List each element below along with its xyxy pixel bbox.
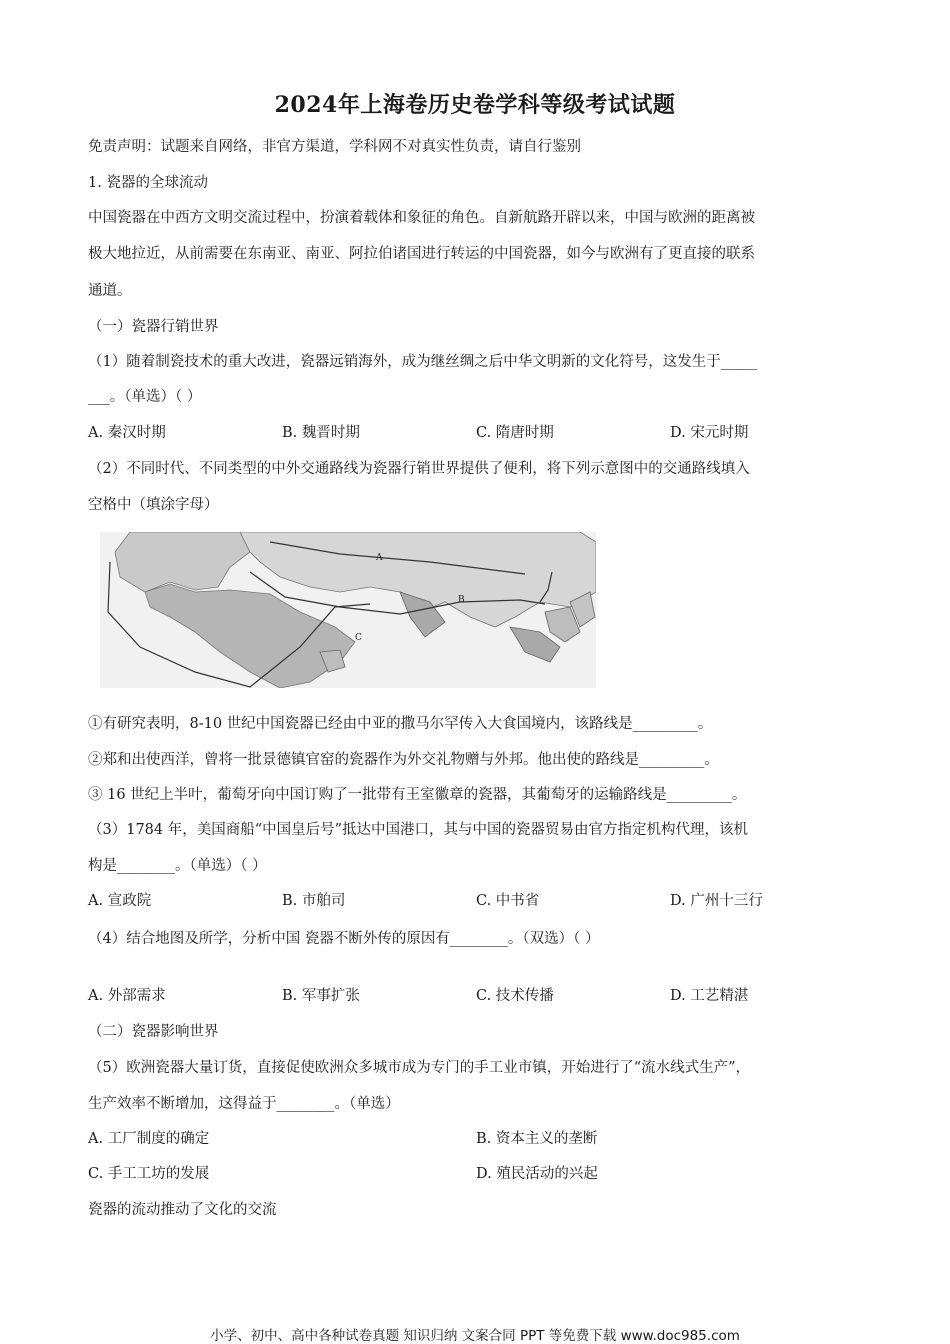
option-b: B. 军事扩张 xyxy=(282,988,360,1004)
subquestion-line: （3）1784 年，美国商船“中国皇后号”抵达中国港口，其与中国的瓷器贸易由官方指定机构代理，该机 xyxy=(88,822,749,838)
option-c: C. 技术传播 xyxy=(476,988,554,1004)
section-heading: （一）瓷器行销世界 xyxy=(88,319,219,335)
closing-line: 瓷器的流动推动了文化的交流 xyxy=(88,1202,277,1218)
option-a: A. 秦汉时期 xyxy=(88,425,166,441)
option-a: A. 宣政院 xyxy=(88,893,152,909)
fill-blank-line: ①有研究表明，8-10 世纪中国瓷器已经由中亚的撒马尔罕传入大食国境内，该路线是_________。 xyxy=(88,716,713,732)
option-d: D. 宋元时期 xyxy=(670,425,749,441)
option-d: D. 工艺精湛 xyxy=(670,988,749,1004)
subquestion-line: （2）不同时代、不同类型的中外交通路线为瓷器行销世界提供了便利，将下列示意图中的交通路线填入 xyxy=(88,461,750,477)
question-heading: 1. 瓷器的全球流动 xyxy=(88,175,208,191)
intro-line: 极大地拉近，从前需要在东南亚、南亚、阿拉伯诸国进行转运的中国瓷器，如今与欧洲有了更直接的联系 xyxy=(88,246,755,262)
page-footer: 小学、初中、高中各种试卷真题 知识归纳 文案合同 PPT 等免费下载 www.doc985.com xyxy=(210,1328,740,1344)
trade-route-map xyxy=(100,532,596,688)
section-heading: （二）瓷器影响世界 xyxy=(88,1024,219,1040)
subquestion-line: （4）结合地图及所学，分析中国 瓷器不断外传的原因有________。（双选）（ ） xyxy=(88,931,600,947)
option-b: B. 市舶司 xyxy=(282,893,346,909)
page-title: 2024年上海卷历史卷学科等级考试试题 xyxy=(274,92,676,118)
subquestion-line: （1）随着制瓷技术的重大改进，瓷器远销海外，成为继丝绸之后中华文明新的文化符号，这发生于_____ xyxy=(88,354,757,370)
subquestion-line: 构是________。（单选）（ ） xyxy=(88,858,267,874)
option-b: B. 资本主义的垄断 xyxy=(476,1131,598,1147)
subquestion-line: 生产效率不断增加，这得益于________。（单选） xyxy=(88,1096,400,1112)
option-d: D. 殖民活动的兴起 xyxy=(476,1166,598,1182)
fill-blank-line: ②郑和出使西洋，曾将一批景德镇官窑的瓷器作为外交礼物赠与外邦。他出使的路线是_________。 xyxy=(88,752,719,768)
option-c: C. 手工工坊的发展 xyxy=(88,1166,210,1182)
option-d: D. 广州十三行 xyxy=(670,893,763,909)
intro-line: 通道。 xyxy=(88,283,132,299)
option-a: A. 外部需求 xyxy=(88,988,166,1004)
map-label-c: C xyxy=(355,633,362,643)
option-c: C. 中书省 xyxy=(476,893,540,909)
option-b: B. 魏晋时期 xyxy=(282,425,360,441)
map-label-a: A xyxy=(376,553,383,563)
option-a: A. 工厂制度的确定 xyxy=(88,1131,210,1147)
fill-blank-line: ③ 16 世纪上半叶，葡萄牙向中国订购了一批带有王室徽章的瓷器，其葡萄牙的运输路线是_________。 xyxy=(88,787,747,803)
subquestion-line: （5）欧洲瓷器大量订货，直接促使欧洲众多城市成为专门的手工业市镇，开始进行了“流水线式生产”， xyxy=(88,1060,751,1076)
disclaimer: 免责声明：试题来自网络，非官方渠道，学科网不对真实性负责，请自行鉴别 xyxy=(88,139,581,155)
map-label-b: B xyxy=(458,595,465,605)
intro-line: 中国瓷器在中西方文明交流过程中，扮演着载体和象征的角色。自新航路开辟以来，中国与欧洲的距离被 xyxy=(88,210,755,226)
subquestion-line: 空格中（填涂字母） xyxy=(88,497,219,513)
option-c: C. 隋唐时期 xyxy=(476,425,554,441)
subquestion-line: ___。（单选）（ ） xyxy=(88,389,202,405)
